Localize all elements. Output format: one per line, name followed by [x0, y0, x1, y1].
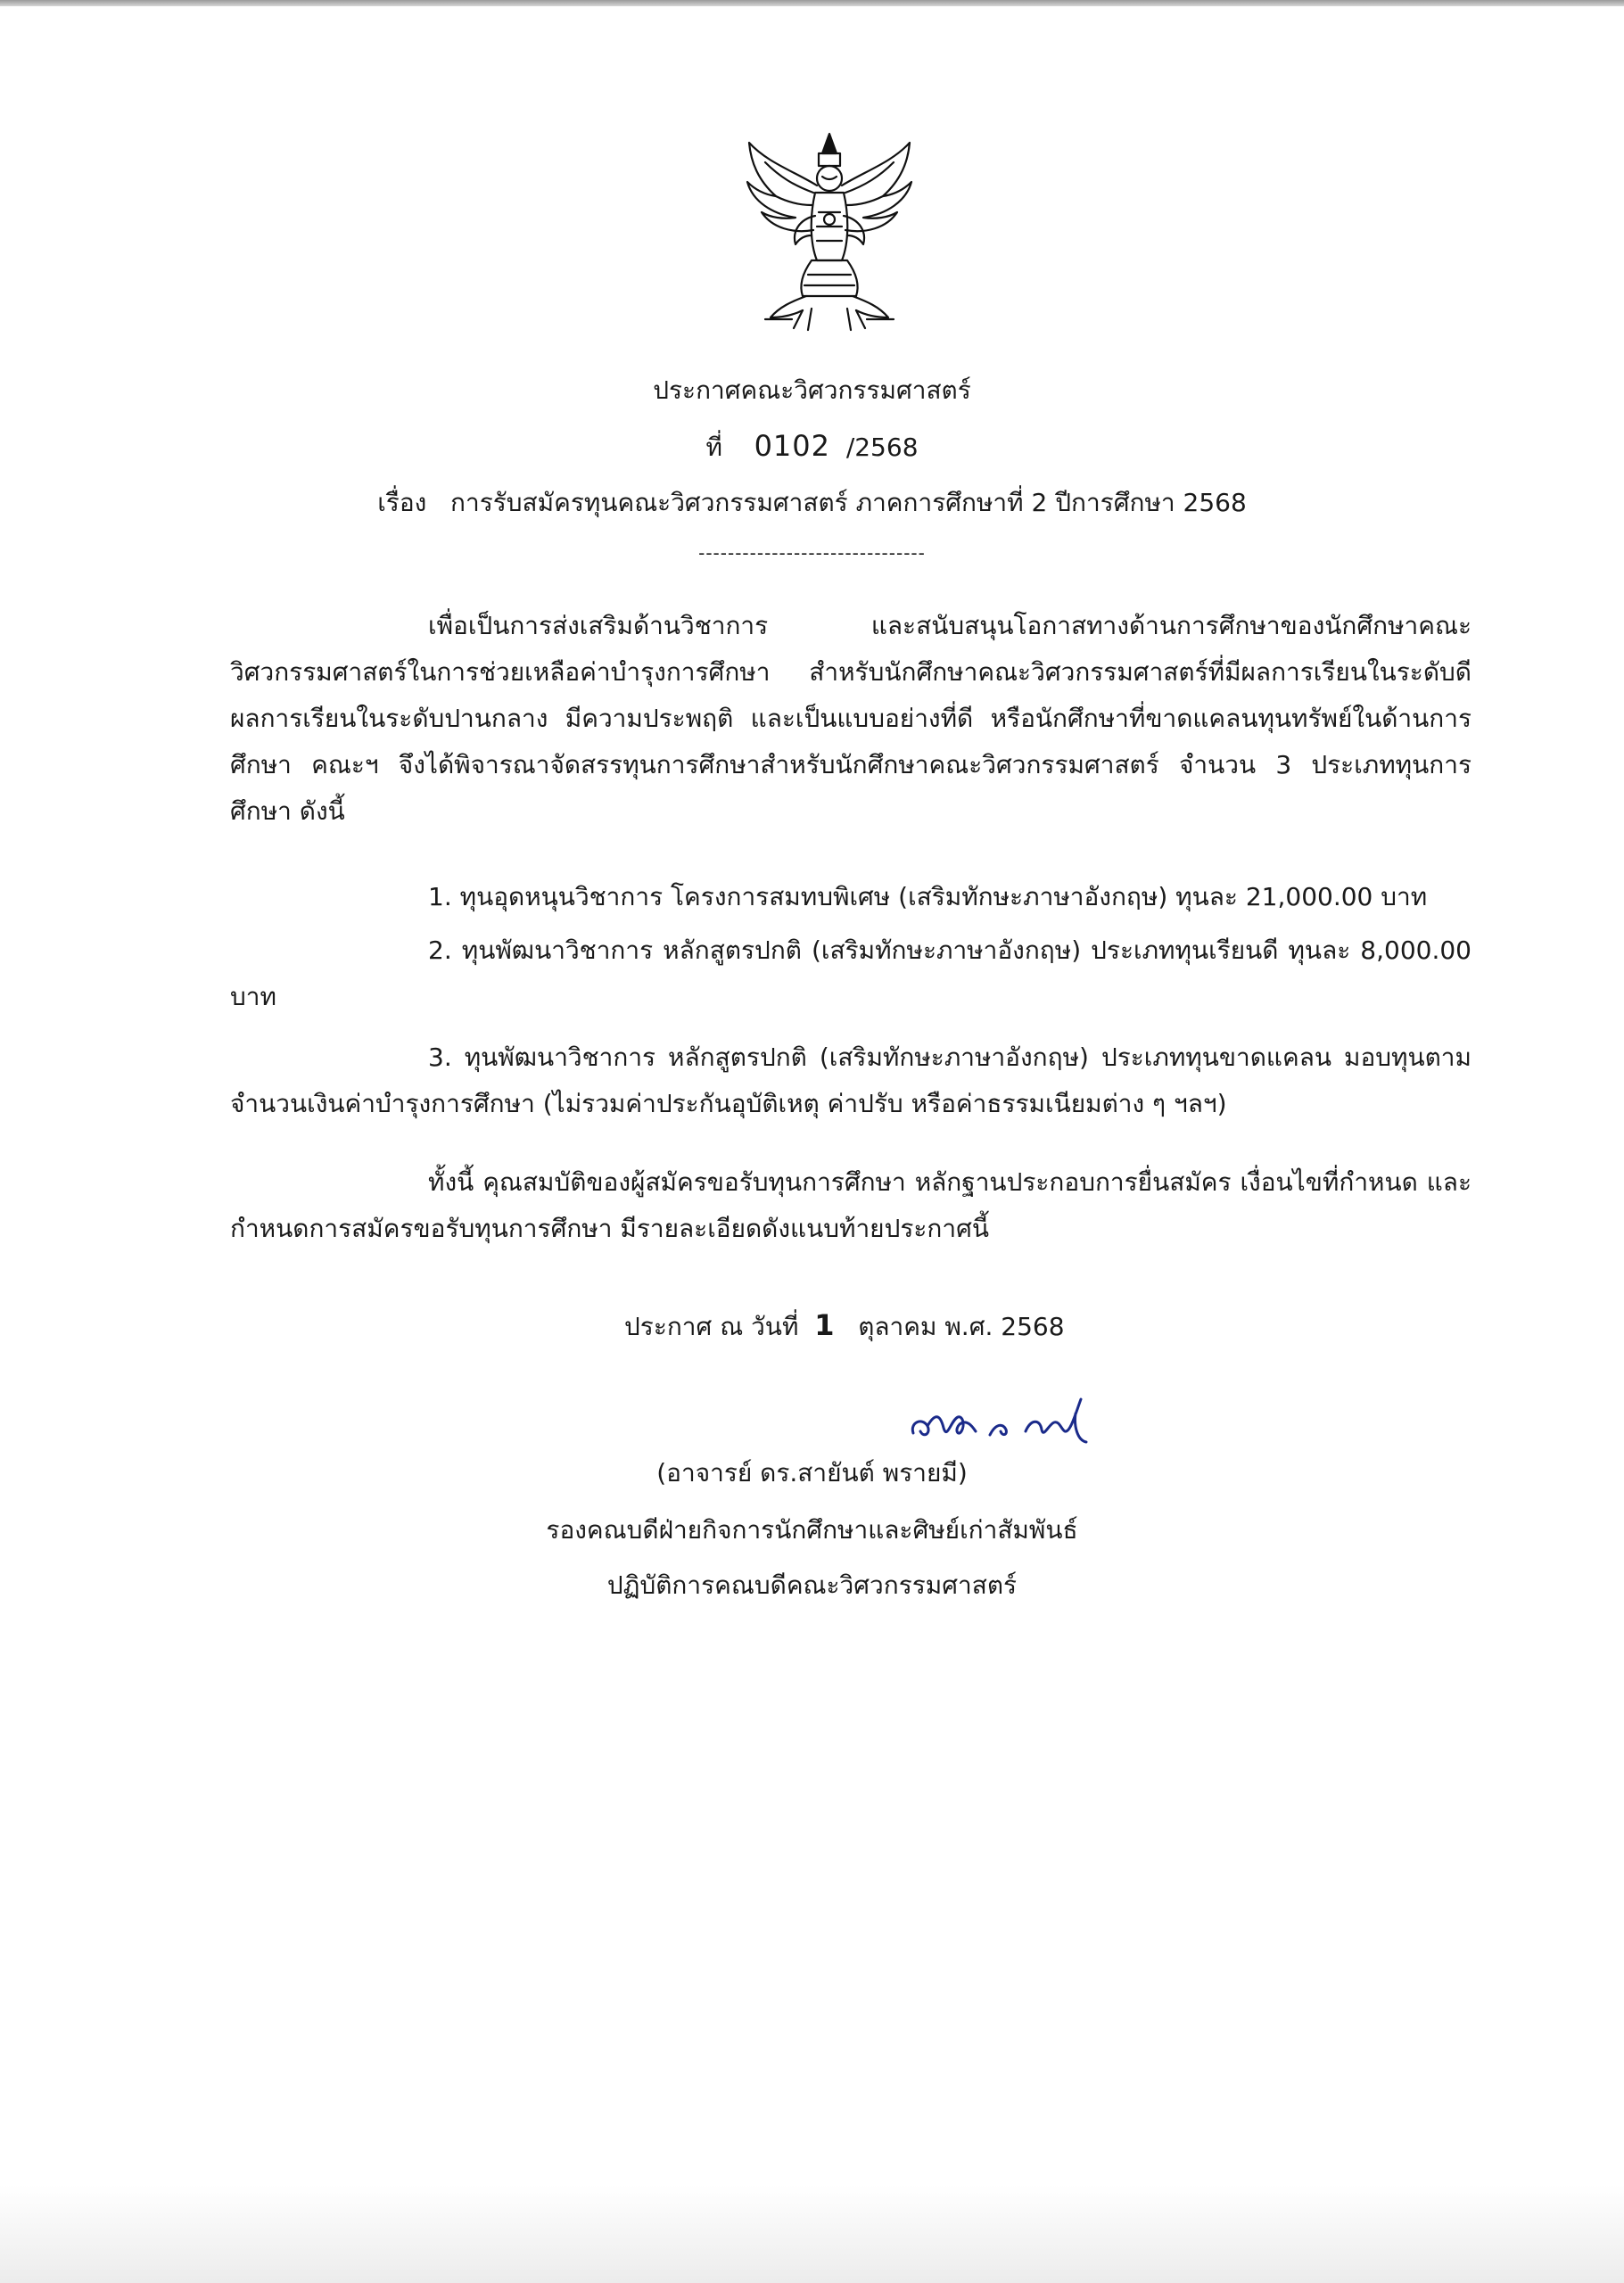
number-suffix: /2568 — [845, 433, 919, 462]
intro-paragraph: เพื่อเป็นการส่งเสริมด้านวิชาการ และสนับสนุนโอกาสทางด้านการศึกษาของนักศึกษาคณะวิศวกรรมศาสตร์ในการช่วยเหลือค่าบำรุงการศึกษา สำหรับนักศึกษาคณะวิศวกรรมศาสตร์ที่มีผลการเรียนในระดับดี ผลการเรียนในระดับปานกลาง มีความประพฤติ และเป็นแบบอย่างที่ดี หรือนักศึกษาที่ขาดแคลนทุนทรัพย์ในด้านการศึกษา คณะฯ จึงได้พิจารณาจัดสรรทุนการศึกษาสำหรับนักศึกษาคณะวิศวกรรมศาสตร์ จำนวน 3 ประเภททุนการศึกษา ดังนี้ — [230, 611, 1471, 826]
scan-top-edge — [0, 0, 1624, 6]
subject-line — [0, 485, 1624, 521]
closing-paragraph: ทั้งนี้ คุณสมบัติของผู้สมัครขอรับทุนการศึกษา หลักฐานประกอบการยื่นสมัคร เงื่อนไขที่กำหนด และกำหนดการสมัครขอรับทุนการศึกษา มีรายละเอียดดังแนบท้ายประกาศนี้ — [230, 1167, 1471, 1243]
item-2: 2. ทุนพัฒนาวิชาการ หลักสูตรปกติ (เสริมทักษะภาษาอังกฤษ) ประเภททุนเรียนดี ทุนละ 8,000.00 บาท — [230, 935, 1471, 1011]
signatory-position-1: รองคณบดีฝ่ายกิจการนักศึกษาและศิษย์เก่าสัมพันธ์ — [546, 1515, 1078, 1545]
date-prefix: ประกาศ ณ วันที่ — [624, 1312, 799, 1341]
subject-label: เรื่อง — [377, 488, 427, 517]
garuda-emblem-icon — [740, 127, 919, 336]
item-1: 1. ทุนอุดหนุนวิชาการ โครงการสมทบพิเศษ (เสริมทักษะภาษาอังกฤษ) ทุนละ 21,000.00 บาท — [428, 882, 1428, 911]
subject-text: การรับสมัครทุนคณะวิศวกรรมศาสตร์ ภาคการศึกษาที่ 2 ปีการศึกษา 2568 — [450, 488, 1247, 517]
separator-line: ------------------------------- — [698, 542, 926, 564]
handwritten-signature — [901, 1387, 1150, 1458]
date-day: 1 — [814, 1308, 835, 1342]
number-prefix: ที่ — [705, 433, 722, 462]
announcement-date — [624, 1306, 1065, 1347]
item-3: 3. ทุนพัฒนาวิชาการ หลักสูตรปกติ (เสริมทักษะภาษาอังกฤษ) ประเภททุนขาดแคลน มอบทุนตามจำนวนเงินค่าบำรุงการศึกษา (ไม่รวมค่าประกันอุบัติเหตุ ค่าปรับ หรือค่าธรรมเนียมต่าง ๆ ฯลฯ) — [230, 1043, 1471, 1118]
document-number-line — [0, 428, 1624, 466]
document-title: ประกาศคณะวิศวกรรมศาสตร์ — [653, 375, 971, 405]
scan-bottom-shade — [0, 2185, 1624, 2283]
document-number: 0102 — [754, 429, 830, 463]
date-rest: ตุลาคม พ.ศ. 2568 — [858, 1312, 1065, 1341]
signatory-position-2: ปฏิบัติการคณบดีคณะวิศวกรรมศาสตร์ — [606, 1570, 1018, 1600]
signatory-name: (อาจารย์ ดร.สายันต์ พรายมี) — [656, 1458, 968, 1488]
